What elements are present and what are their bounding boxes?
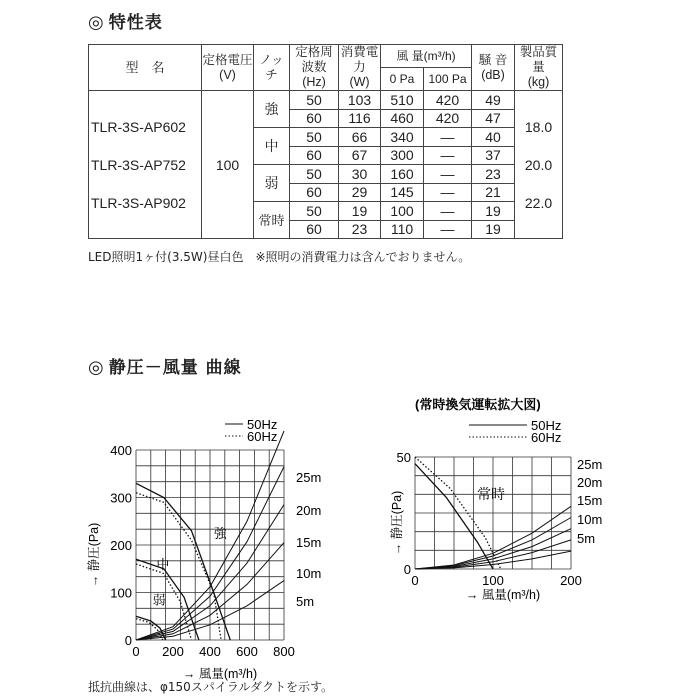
power-cell: 67 [339, 146, 381, 165]
x-tick-label: 0 [411, 573, 419, 588]
table-row [89, 91, 563, 110]
power-cell: 29 [339, 183, 381, 202]
notch-label: 強 [213, 525, 227, 541]
notch-cell: 中 [254, 128, 290, 165]
hz-cell: 50 [290, 128, 339, 147]
x-tick-label: 200 [162, 644, 184, 659]
header-freq: 定格周波数 (Hz) [290, 45, 339, 91]
resistance-label: 5m [296, 594, 315, 609]
power-cell: 103 [339, 91, 381, 110]
x-axis-label: → 風量(m³/h) [465, 588, 541, 602]
airflow-100pa-cell: — [424, 220, 472, 239]
notch-cell: 常時 [254, 202, 290, 239]
double-circle-icon: ◎ [88, 357, 105, 378]
power-cell: 19 [339, 202, 381, 221]
x-tick-label: 200 [560, 573, 582, 588]
noise-cell: 37 [472, 146, 515, 165]
airflow-100pa-cell: 420 [424, 109, 472, 128]
resistance-note: 抵抗曲線は、φ150スパイラルダクトを示す。 [88, 680, 334, 694]
airflow-0pa-cell: 100 [381, 202, 424, 221]
hz-cell: 60 [290, 220, 339, 239]
model-cell [89, 91, 202, 239]
noise-cell: 47 [472, 109, 515, 128]
spec-section-title: ◎ 特性表 [88, 12, 163, 33]
airflow-0pa-cell: 460 [381, 109, 424, 128]
legend-label: 60Hz [247, 429, 278, 444]
resistance-label: 20m [577, 475, 603, 490]
power-cell: 66 [339, 128, 381, 147]
resistance-label: 10m [577, 512, 603, 527]
header-airflow-0pa: 0 Pa [381, 68, 424, 91]
noise-cell: 23 [472, 165, 515, 184]
notch-label: 常時 [477, 486, 505, 502]
model-name: TLR-3S-AP602 [91, 118, 186, 135]
hz-cell: 50 [290, 202, 339, 221]
y-tick-label: 400 [110, 443, 132, 458]
noise-cell: 49 [472, 91, 515, 110]
notch-label: 中 [156, 556, 170, 572]
resistance-label: 10m [296, 566, 322, 581]
y-tick-label: 50 [396, 450, 411, 465]
hz-cell: 50 [290, 165, 339, 184]
y-axis-label: → 静圧(Pa) [87, 522, 101, 588]
x-tick-label: 400 [199, 644, 221, 659]
airflow-0pa-cell: 145 [381, 183, 424, 202]
airflow-100pa-cell: — [424, 202, 472, 221]
y-tick-label: 0 [124, 633, 132, 648]
notch-label: 弱 [152, 592, 166, 608]
resistance-label: 15m [577, 493, 603, 508]
y-tick-label: 200 [110, 538, 132, 553]
header-airflow-100pa: 100 Pa [424, 68, 472, 91]
mass-value: 18.0 [524, 118, 553, 135]
airflow-0pa-cell: 110 [381, 220, 424, 239]
x-tick-label: 600 [236, 644, 258, 659]
legend-label: 50Hz [531, 418, 562, 433]
resistance-label: 15m [296, 535, 322, 550]
hz-cell: 60 [290, 146, 339, 165]
header-voltage: 定格電圧 (V) [202, 45, 254, 91]
x-tick-label: 800 [273, 644, 295, 659]
series-line-強-50Hz [136, 483, 230, 640]
mass-value: 20.0 [524, 156, 553, 173]
led-note: LED照明1ヶ付(3.5W)昼白色 ※照明の消費電力は含んでおりません。 [88, 250, 471, 264]
curve-section-title: ◎ 静圧－風量 曲線 [88, 357, 242, 378]
header-model: 型 名 [89, 45, 202, 91]
zoom-pq-chart [375, 395, 605, 615]
voltage-cell: 100 [202, 91, 254, 239]
airflow-100pa-cell: — [424, 183, 472, 202]
legend-label: 50Hz [247, 417, 278, 432]
main-pq-chart [80, 410, 420, 690]
noise-cell: 21 [472, 183, 515, 202]
resistance-label: 5m [577, 531, 596, 546]
header-row-1 [89, 45, 563, 68]
header-notch: ノッチ [254, 45, 290, 91]
y-tick-label: 300 [110, 490, 132, 506]
header-power: 消費電力 (W) [339, 45, 381, 91]
airflow-0pa-cell: 340 [381, 128, 424, 147]
legend-label: 60Hz [531, 430, 562, 445]
airflow-0pa-cell: 300 [381, 146, 424, 165]
y-axis-label: → 静圧(Pa) [390, 490, 404, 556]
airflow-0pa-cell: 160 [381, 165, 424, 184]
airflow-100pa-cell: 420 [424, 91, 472, 110]
airflow-100pa-cell: — [424, 128, 472, 147]
power-cell: 30 [339, 165, 381, 184]
hz-cell: 50 [290, 91, 339, 110]
resistance-label: 20m [296, 503, 322, 518]
power-cell: 116 [339, 109, 381, 128]
header-airflow: 風 量(m³/h) [381, 45, 472, 68]
mass-value: 22.0 [524, 194, 553, 211]
airflow-100pa-cell: — [424, 146, 472, 165]
airflow-100pa-cell: — [424, 165, 472, 184]
noise-cell: 19 [472, 220, 515, 239]
hz-cell: 60 [290, 109, 339, 128]
x-axis-label: → 風量(m³/h) [182, 667, 258, 681]
x-tick-label: 0 [132, 644, 140, 659]
notch-cell: 強 [254, 91, 290, 128]
x-tick-label: 100 [482, 573, 504, 588]
y-tick-label: 0 [403, 562, 411, 577]
mass-cell [515, 91, 563, 239]
y-tick-label: 100 [110, 585, 132, 601]
power-cell: 23 [339, 220, 381, 239]
resistance-label: 25m [577, 457, 603, 472]
double-circle-icon: ◎ [88, 12, 105, 33]
spec-table [88, 44, 563, 239]
noise-cell: 19 [472, 202, 515, 221]
header-mass: 製品質量 (kg) [515, 45, 563, 91]
hz-cell: 60 [290, 183, 339, 202]
notch-cell: 弱 [254, 165, 290, 202]
resistance-label: 25m [296, 470, 322, 485]
model-name: TLR-3S-AP752 [91, 156, 186, 173]
airflow-0pa-cell: 510 [381, 91, 424, 110]
header-noise: 騒 音 (dB) [472, 45, 515, 91]
zoom-chart-title: (常時換気運転拡大図) [415, 397, 541, 412]
model-name: TLR-3S-AP902 [91, 194, 186, 211]
noise-cell: 40 [472, 128, 515, 147]
